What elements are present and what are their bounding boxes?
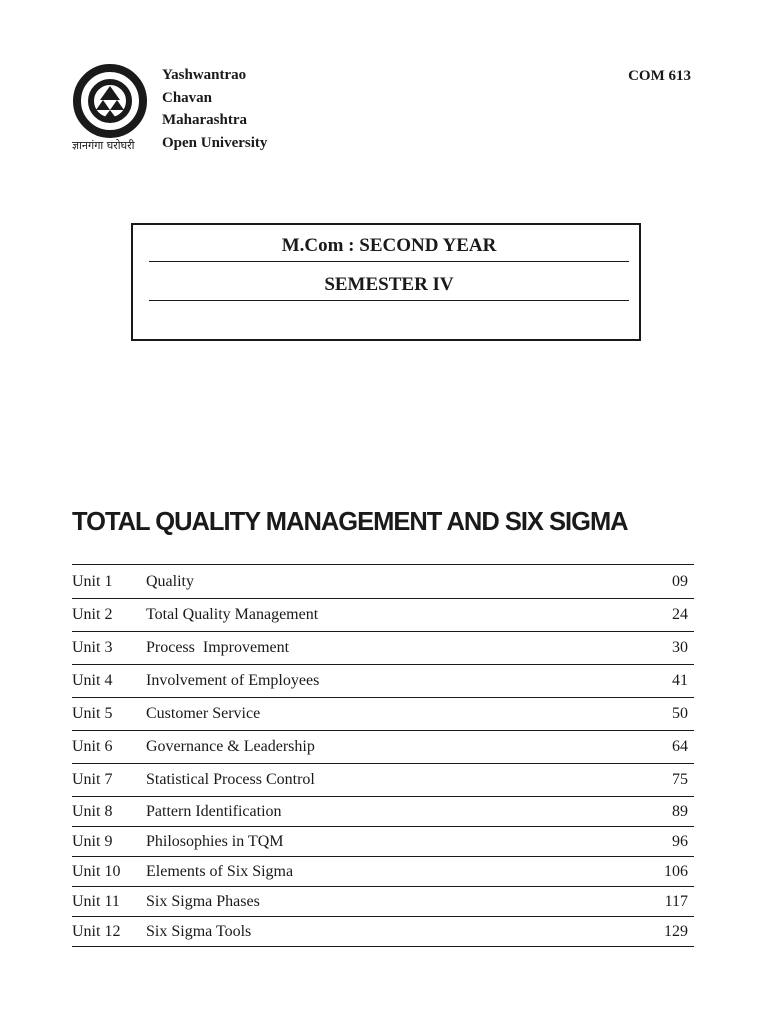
toc-unit-title: Customer Service: [146, 705, 261, 722]
toc-row: [72, 797, 694, 827]
toc-page-number: 129: [664, 922, 688, 940]
toc-unit-title: Pattern Identification: [146, 802, 282, 820]
university-name-line: Yashwantrao: [162, 67, 247, 83]
toc-row: [72, 887, 694, 917]
toc-unit-number: Unit 2: [72, 606, 113, 623]
toc-unit-number: Unit 1: [72, 572, 113, 590]
toc-unit-number: Unit 3: [72, 639, 113, 656]
toc-page-number: 50: [672, 705, 688, 722]
toc-page-number: 41: [672, 672, 688, 689]
toc-page-number: 30: [672, 639, 688, 656]
toc-unit-number: Unit 9: [72, 832, 113, 850]
toc-unit-title: Governance & Leadership: [146, 738, 315, 755]
toc-unit-number: Unit 5: [72, 705, 113, 722]
toc-unit-number: Unit 12: [72, 922, 121, 940]
program-box: [131, 223, 641, 341]
toc-unit-title: Quality: [146, 572, 194, 590]
page-title: TOTAL QUALITY MANAGEMENT AND SIX SIGMA: [72, 508, 628, 536]
logo-caption: ज्ञानगंगा घरोघरी: [72, 139, 135, 152]
toc-unit-number: Unit 6: [72, 738, 113, 755]
university-name-line: Chavan: [162, 89, 213, 106]
toc-page-number: 24: [672, 606, 688, 623]
toc-unit-title: Philosophies in TQM: [146, 832, 284, 850]
toc-unit-title: Involvement of Employees: [146, 672, 320, 689]
university-name: [162, 64, 267, 154]
toc-page-number: 75: [672, 771, 688, 788]
toc-row: [72, 632, 694, 665]
toc-page-number: 09: [672, 572, 688, 590]
university-name-line: Open University: [162, 134, 268, 151]
toc-page-number: 96: [672, 832, 688, 850]
table-of-contents: [72, 564, 694, 947]
program-semester: SEMESTER IV: [149, 274, 629, 301]
toc-unit-number: Unit 8: [72, 802, 113, 820]
toc-row: [72, 599, 694, 632]
toc-unit-title: Process Improvement: [146, 639, 290, 656]
toc-row: [72, 731, 694, 764]
toc-page-number: 89: [672, 802, 688, 820]
toc-unit-title: Statistical Process Control: [146, 771, 315, 788]
university-name-line: Maharashtra: [162, 112, 247, 128]
toc-page-number: 106: [664, 862, 688, 880]
toc-unit-title: Elements of Six Sigma: [146, 862, 294, 880]
toc-row: [72, 565, 694, 599]
toc-row: [72, 764, 694, 797]
toc-row: [72, 665, 694, 698]
toc-unit-title: Six Sigma Phases: [146, 892, 260, 910]
toc-unit-number: Unit 4: [72, 672, 113, 689]
toc-unit-number: Unit 10: [72, 862, 121, 880]
course-code: COM 613: [628, 68, 691, 84]
toc-row: [72, 827, 694, 857]
toc-unit-number: Unit 11: [72, 892, 120, 910]
toc-unit-title: Six Sigma Tools: [146, 922, 252, 940]
toc-page-number: 64: [672, 738, 688, 755]
logo-emblem-icon: [70, 64, 152, 138]
toc-unit-number: Unit 7: [72, 771, 113, 788]
toc-page-number: 117: [664, 892, 688, 910]
toc-row: [72, 917, 694, 947]
toc-row: [72, 698, 694, 731]
toc-row: [72, 857, 694, 887]
program-year: M.Com : SECOND YEAR: [149, 235, 629, 262]
toc-unit-title: Total Quality Management: [146, 606, 319, 623]
